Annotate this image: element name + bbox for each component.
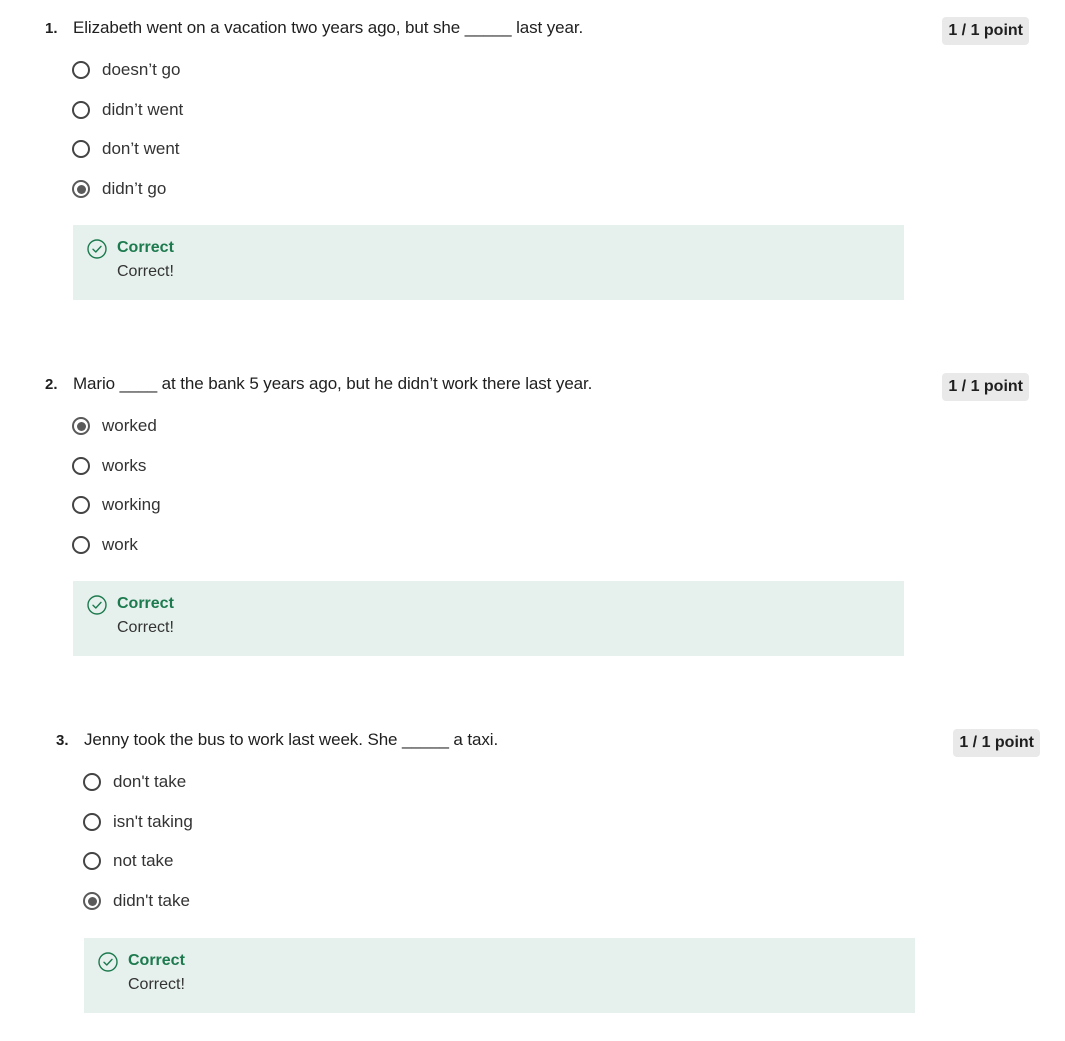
option-1[interactable] bbox=[72, 60, 183, 80]
radio-button[interactable] bbox=[72, 457, 90, 475]
option-label: didn’t go bbox=[102, 179, 167, 199]
option-label: doesn’t go bbox=[102, 60, 181, 79]
option-3[interactable] bbox=[83, 851, 193, 871]
question-2 bbox=[45, 374, 1035, 636]
option-3[interactable] bbox=[72, 495, 161, 515]
radio-button[interactable] bbox=[83, 892, 101, 910]
option-label: don’t went bbox=[102, 139, 180, 159]
feedback-panel bbox=[73, 581, 904, 656]
option-2[interactable] bbox=[72, 456, 161, 476]
option-4[interactable] bbox=[72, 535, 161, 555]
option-2[interactable] bbox=[72, 100, 183, 120]
feedback-title: Correct bbox=[128, 952, 185, 969]
feedback-title: Correct bbox=[117, 239, 174, 256]
question-text: Mario ____ at the bank 5 years ago, but he didn’t work there last year. bbox=[73, 374, 593, 393]
options-list bbox=[83, 772, 193, 931]
option-label: not take bbox=[113, 851, 174, 871]
question-header bbox=[45, 376, 1035, 406]
question-number: 1. bbox=[45, 20, 58, 37]
question-number: 3. bbox=[56, 732, 69, 749]
option-label: don't take bbox=[113, 772, 187, 791]
feedback-text: Correct! bbox=[117, 263, 174, 280]
option-4[interactable] bbox=[72, 179, 183, 199]
feedback-text: Correct! bbox=[117, 619, 174, 636]
question-3 bbox=[56, 730, 1046, 993]
option-label: isn't taking bbox=[113, 811, 193, 831]
radio-button[interactable] bbox=[72, 61, 90, 79]
radio-button[interactable] bbox=[72, 101, 90, 119]
radio-button[interactable] bbox=[72, 417, 90, 435]
option-label: working bbox=[102, 495, 161, 515]
check-circle-icon bbox=[98, 952, 118, 972]
feedback-panel bbox=[84, 938, 915, 1013]
question-header bbox=[45, 20, 1035, 50]
question-1 bbox=[45, 18, 1035, 280]
option-label: didn’t went bbox=[102, 99, 184, 119]
option-label: works bbox=[102, 455, 147, 475]
option-label: didn't take bbox=[113, 891, 190, 911]
option-1[interactable] bbox=[72, 416, 161, 436]
points-badge: 1 / 1 point bbox=[953, 729, 1040, 757]
option-label: work bbox=[102, 535, 138, 555]
points-badge: 1 / 1 point bbox=[942, 17, 1029, 45]
option-3[interactable] bbox=[72, 139, 183, 159]
options-list bbox=[72, 416, 161, 575]
feedback-title: Correct bbox=[117, 595, 174, 612]
question-text: Jenny took the bus to work last week. She _____ a taxi. bbox=[84, 730, 499, 749]
option-4[interactable] bbox=[83, 891, 193, 911]
option-1[interactable] bbox=[83, 772, 193, 792]
option-2[interactable] bbox=[83, 812, 193, 832]
radio-button[interactable] bbox=[72, 140, 90, 158]
radio-button[interactable] bbox=[72, 496, 90, 514]
radio-button[interactable] bbox=[72, 180, 90, 198]
options-list bbox=[72, 60, 183, 219]
question-number: 2. bbox=[45, 376, 58, 393]
radio-button[interactable] bbox=[83, 813, 101, 831]
check-circle-icon bbox=[87, 595, 107, 615]
radio-button[interactable] bbox=[83, 852, 101, 870]
question-text: Elizabeth went on a vacation two years ago, but she _____ last year. bbox=[73, 18, 584, 37]
radio-button[interactable] bbox=[83, 773, 101, 791]
feedback-text: Correct! bbox=[128, 976, 185, 993]
points-badge: 1 / 1 point bbox=[942, 373, 1029, 401]
feedback-panel bbox=[73, 225, 904, 300]
question-header bbox=[56, 732, 1046, 762]
check-circle-icon bbox=[87, 239, 107, 259]
radio-button[interactable] bbox=[72, 536, 90, 554]
option-label: worked bbox=[102, 416, 157, 435]
